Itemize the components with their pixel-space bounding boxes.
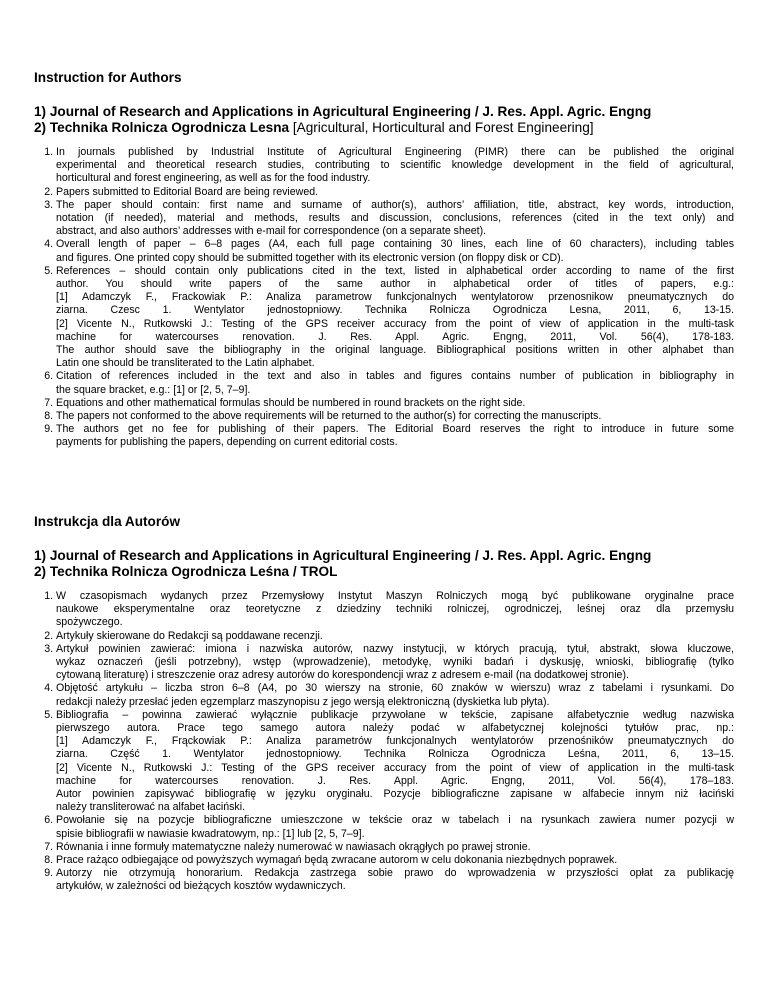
instruction-line: [1] Adamczyk F., Frackowiak P.: Analiza parametrow funkcjonalnych wentylatorow przenosnikow pneumatycznych do: [56, 291, 734, 304]
instruction-line: The author should save the bibliography in the original language. Bibliographical positions written in other alphabet than: [56, 344, 734, 357]
journal-list: [34, 548, 734, 580]
instruction-line: payments for publishing the papers, depending on current editorial costs.: [56, 436, 398, 449]
instruction-line: the square bracket, e.g.: [1] or [2, 5, 7–9].: [56, 383, 251, 396]
instruction-line: 7. Równania i inne formuły matematyczne należy numerować w nawiasach okrągłych po prawej stronie.: [56, 840, 531, 853]
instruction-line: wykaz oznaczeń (jeśli potrzebny), wstęp (wprowadzenie), metodykę, wyniki badań i dyskusję, wnioski, bibliografię (tylko: [56, 656, 734, 669]
instruction-line: 2. Papers submitted to Editorial Board are being reviewed.: [56, 185, 319, 198]
instruction-line: [2] Vicente N., Rutkowski J.: Testing of the GPS receiver accuracy from the point of view of application in the multi-task: [56, 761, 734, 774]
instruction-item: [56, 643, 734, 683]
instruction-line: 8. Prace rażąco odbiegające od powyższych wymagań będą zwracane autorom w celu dokonania niezbędnych poprawek.: [56, 854, 618, 867]
instruction-list: [34, 146, 734, 450]
instruction-item: [56, 709, 734, 815]
instruction-item: [56, 238, 734, 264]
instruction-line: redakcji należy przesłać jeden egzemplarz maszynopisu z jego wersją elektroniczną (dyskietka lub płyta).: [56, 695, 550, 708]
instruction-line: 4. Objętość artykułu – liczba stron 6–8 (A4, po 30 wierszy na stronie, 60 znaków w wierszu) wraz z tabelami i rysunkami. Do: [56, 682, 734, 695]
instruction-item: [56, 590, 734, 630]
instruction-line: experimental and theoretical research studies, contributing to scientific knowledge development in the field of agricultural,: [56, 159, 734, 172]
instruction-line: Autor powinien zapisywać bibliografię w języku oryginału. Pozycje bibliograficzne zapisane w alfabecie innym niż łaciński: [56, 788, 734, 801]
instruction-line: 3. The paper should contain: first name and surname of author(s), authors’ affiliation, title, abstract, key words, introduction,: [56, 198, 734, 211]
instruction-line: pierwszego autora. Prace tego samego autora należy podać w alfabetycznej kolejności tytułów prac, np.:: [56, 722, 734, 735]
instruction-item: [56, 867, 734, 893]
instruction-line: spożywczego.: [56, 616, 123, 629]
instruction-line: and figures. One printed copy should be submitted together with its electronic version (on floppy disk or CD).: [56, 251, 564, 264]
instruction-line: machine for watercourses renovation. J. Res. Appl. Agric. Engng, 2011, Vol. 56(4), 178–183.: [56, 774, 734, 787]
instruction-line: ziarna. Część 1. Wentylator jednostopniowy. Technika Rolnicza Ogrodnicza Leśna, 2011, 6, 13–15.: [56, 748, 734, 761]
instruction-line: spisie bibliografii w nawiasie kwadratowym, np.: [1] lub [2, 5, 7–9].: [56, 827, 365, 840]
instruction-item: [56, 423, 734, 449]
instruction-line: 7. Equations and other mathematical formulas should be numbered in round brackets on the right side.: [56, 396, 526, 409]
journal-2-title: [34, 564, 734, 580]
section-title: Instruction for Authors: [34, 70, 182, 85]
instruction-item: [56, 397, 734, 410]
journal-2-name: 2) Technika Rolnicza Ogrodnicza Leśna / TROL: [34, 564, 338, 579]
instruction-item: [56, 265, 734, 371]
journal-list: [34, 104, 734, 136]
instruction-item: [56, 854, 734, 867]
instruction-line: 6. Powołanie się na pozycje bibliograficzne umieszczone w tekście oraz w tabelach i na rysunkach zawiera numer pozycji w: [56, 814, 734, 827]
instruction-line: ziarna. Czesc 1. Wentylator jednostopniowy. Technika Rolnicza Ogrodnicza Lesna, 2011, 6, 13-15.: [56, 304, 734, 317]
instruction-line: author. You should write papers of the same author in alphabetical order of titles of papers, e.g.:: [56, 278, 734, 291]
journal-1-title: 1) Journal of Research and Applications in Agricultural Engineering / J. Res. Appl. Agric. Engng: [34, 104, 652, 119]
instruction-line: należy transliterować na alfabet łaciński.: [56, 801, 246, 814]
instruction-line: cytowaną literaturę) i streszczenie oraz adresy autorów do korespondencji wraz z adresem e-mail (na dodatkowej stronie).: [56, 669, 629, 682]
instruction-line: [1] Adamczyk F., Frąckowiak P.: Analiza parametrów funkcjonalnych wentylatorów przenośników pneumatycznych do: [56, 735, 734, 748]
instruction-item: [56, 199, 734, 239]
instruction-line: Latin one should be transliterated to the Latin alphabet.: [56, 357, 315, 370]
instruction-line: [2] Vicente N., Rutkowski J.: Testing of the GPS receiver accuracy from the point of view of application in the multi-task: [56, 317, 734, 330]
instruction-item: [56, 186, 734, 199]
instruction-line: 1. W czasopismach wydanych przez Przemysłowy Instytut Maszyn Rolniczych mogą być publikowane oryginalne prace: [56, 590, 734, 602]
instruction-list: [34, 590, 734, 894]
instruction-item: [56, 814, 734, 840]
instruction-line: artykułów, w zależności od bieżących kosztów wydawniczych.: [56, 880, 346, 893]
instruction-line: naukowe eksperymentalne oraz teoretyczne z dziedziny techniki rolniczej, ogrodniczej, leśnej oraz dla przemysłu: [56, 603, 734, 616]
english-section: [34, 70, 734, 450]
instruction-line: 1. In journals published by Industrial Institute of Agricultural Engineering (PIMR) there can be published the original: [56, 146, 734, 158]
instruction-line: 2. Artykuły skierowane do Redakcji są poddawane recenzji.: [56, 629, 323, 642]
polish-section: [34, 514, 734, 894]
instruction-line: 6. Citation of references included in the text and also in tables and figures contains number of publication in bibliography in: [56, 370, 734, 383]
instruction-line: 9. The authors get no fee for publishing of their papers. The Editorial Board reserves the right to introduce in future some: [56, 423, 734, 436]
journal-1-title: 1) Journal of Research and Applications in Agricultural Engineering / J. Res. Appl. Agric. Engng: [34, 548, 652, 563]
instruction-line: 3. Artykuł powinien zawierać: imiona i nazwiska autorów, nazwy instytucji, w których pracują, tytuł, abstrakt, słowa kluczowe,: [56, 642, 734, 655]
instruction-line: horticultural and forest engineering, as well as for the food industry.: [56, 172, 371, 185]
instruction-item: [56, 410, 734, 423]
instruction-item: [56, 630, 734, 643]
instruction-line: 4. Overall length of paper – 6–8 pages (A4, each full page containing 30 lines, each line of 60 characters), including tables: [56, 238, 734, 251]
instruction-line: notation (if needed), material and methods, results and discussion, conclusions, references (cited in the text only) and: [56, 212, 734, 225]
section-title: Instrukcja dla Autorów: [34, 514, 181, 529]
instruction-item: [56, 682, 734, 708]
journal-2-title: [34, 120, 734, 136]
journal-2-subtitle: [Agricultural, Horticultural and Forest Engineering]: [289, 120, 594, 135]
instruction-item: [56, 370, 734, 396]
instruction-line: machine for watercourses renovation. J. Res. Appl. Agric. Engng, 2011, Vol. 56(4), 178-183.: [56, 330, 734, 343]
journal-2-name: 2) Technika Rolnicza Ogrodnicza Lesna: [34, 120, 290, 135]
instruction-line: 5. Bibliografia – powinna zawierać wyłącznie publikacje przywołane w tekście, zapisane alfabetycznie według nazwiska: [56, 708, 734, 721]
instruction-line: 9. Autorzy nie otrzymują honorarium. Redakcja zastrzega sobie prawo do wprowadzenia w przyszłości opłat za publikację: [56, 867, 734, 880]
instruction-line: 8. The papers not conformed to the above requirements will be returned to the author(s) for correcting the manuscripts.: [56, 410, 602, 423]
instruction-item: [56, 146, 734, 186]
instruction-line: abstract, and also authors’ addresses with e-mail for correspondence (on a separate sheet).: [56, 225, 487, 238]
instruction-line: 5. References – should contain only publications cited in the text, listed in alphabetical order according to name of the first: [56, 264, 734, 277]
instruction-item: [56, 841, 734, 854]
